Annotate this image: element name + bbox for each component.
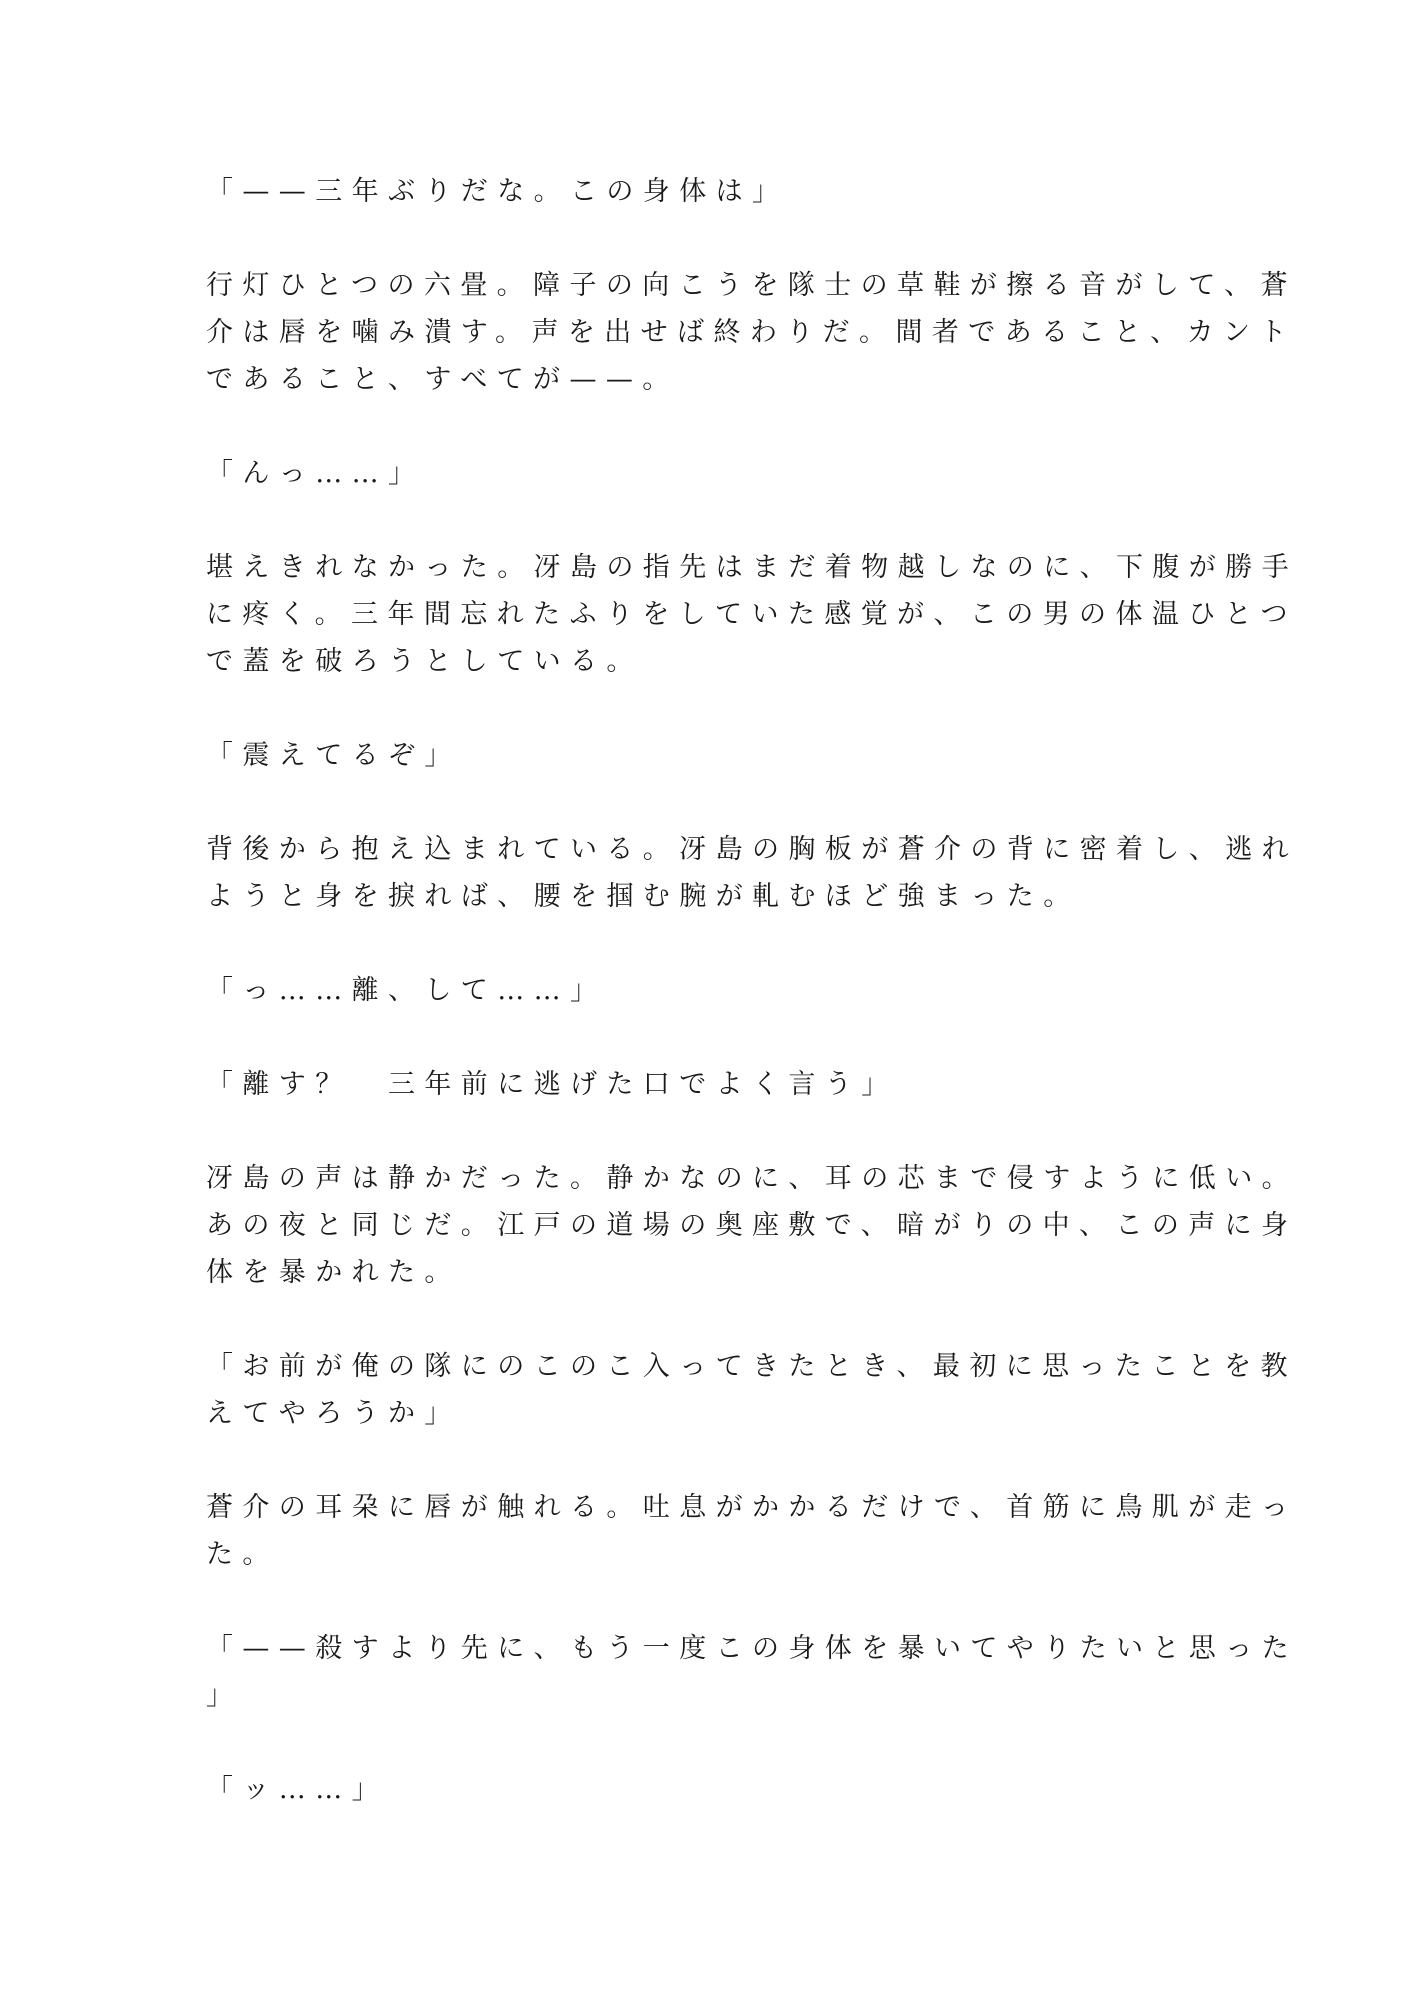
dialogue-paragraph — [206, 1343, 1297, 1437]
text-line: で蓋を破ろうとしている。 — [206, 646, 643, 677]
text-line: 背後から抱え込まれている。冴島の胸板が蒼介の背に密着し、逃れ — [206, 834, 1298, 865]
text-line: 」 — [206, 1680, 243, 1711]
text-line: に疼く。三年間忘れたふりをしていた感覚が、この男の体温ひとつ — [206, 599, 1297, 630]
dialogue-paragraph — [206, 450, 1216, 497]
dialogue-paragraph — [206, 732, 1216, 779]
text-line: 「んっ……」 — [206, 458, 425, 489]
dialogue-paragraph — [206, 168, 1216, 215]
dialogue-paragraph — [206, 1625, 1298, 1719]
narrative-paragraph — [206, 262, 1297, 403]
dialogue-paragraph — [206, 967, 1216, 1014]
text-line: た。 — [206, 1539, 279, 1570]
narrative-paragraph — [206, 1155, 1298, 1296]
text-line: えてやろうか」 — [206, 1398, 461, 1429]
dialogue-paragraph — [206, 1766, 1216, 1813]
narrative-paragraph — [206, 1484, 1298, 1578]
novel-text-body — [206, 168, 1298, 1860]
text-line: 「ッ……」 — [206, 1774, 388, 1805]
text-line: 「震えてるぞ」 — [206, 740, 461, 771]
text-line: 「っ……離、して……」 — [206, 975, 607, 1006]
text-line: あの夜と同じだ。江戸の道場の奥座敷で、暗がりの中、この声に身 — [206, 1210, 1298, 1241]
text-line: 行灯ひとつの六畳。障子の向こうを隊士の草鞋が擦る音がして、蒼 — [206, 270, 1297, 301]
text-line: 介は唇を噛み潰す。声を出せば終わりだ。間者であること、カント — [206, 317, 1296, 348]
narrative-paragraph — [206, 826, 1298, 920]
text-line: 「離す？ 三年前に逃げた口でよく言う」 — [206, 1069, 898, 1100]
text-line: 冴島の声は静かだった。静かなのに、耳の芯まで侵すように低い。 — [206, 1163, 1298, 1194]
text-line: 蒼介の耳朶に唇が触れる。吐息がかかるだけで、首筋に鳥肌が走っ — [206, 1492, 1298, 1523]
narrative-paragraph — [206, 544, 1298, 685]
text-line: 堪えきれなかった。冴島の指先はまだ着物越しなのに、下腹が勝手 — [206, 552, 1298, 583]
text-line: 体を暴かれた。 — [206, 1257, 461, 1288]
text-line: 「——三年ぶりだな。この身体は」 — [206, 176, 789, 207]
dialogue-paragraph — [206, 1061, 1216, 1108]
text-line: であること、すべてが——。 — [206, 364, 679, 395]
text-line: ようと身を捩れば、腰を掴む腕が軋むほど強まった。 — [206, 881, 1080, 912]
text-line: 「お前が俺の隊にのこのこ入ってきたとき、最初に思ったことを教 — [206, 1351, 1297, 1382]
text-line: 「——殺すより先に、もう一度この身体を暴いてやりたいと思った — [206, 1633, 1298, 1664]
